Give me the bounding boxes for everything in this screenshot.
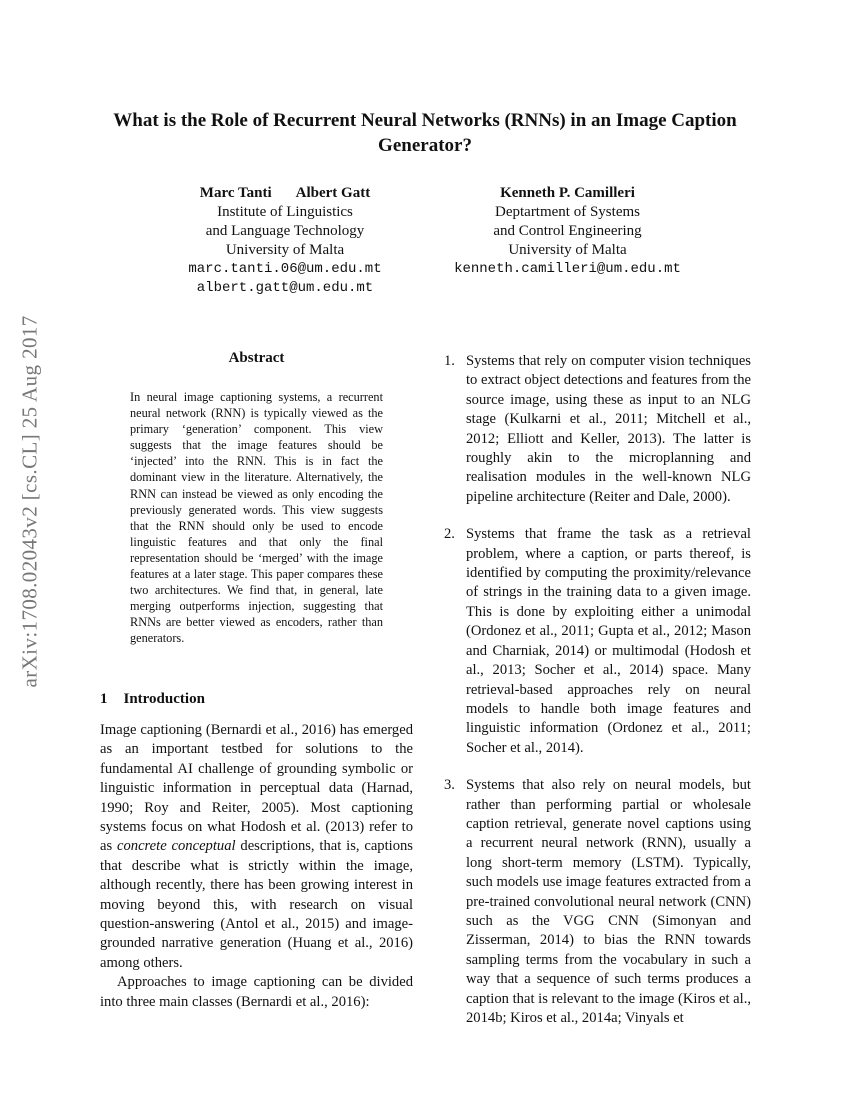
affiliation-line: Institute of Linguistics [217, 204, 353, 220]
list-item [444, 525, 751, 758]
authors-right [425, 184, 710, 279]
affiliation-line: University of Malta [508, 242, 627, 258]
intro-paragraph-1 [100, 721, 413, 973]
list-item-text: Systems that also rely on neural models, but rather than performing partial or wholesale caption retrieval, generate novel captions using a recurrent neural network (RNN), usually a long short-term memory (LSTM). Typically, such models use image features extracted from a pre-trained convolutional neural network (CNN) such as the VGG CNN (Simonyan and Zisserman, 2014) to bias the RNN towards sampling terms from the vocabulary in such a way that a sequence of such terms produces a caption that is relevant to the image (Kiros et al., 2014b; Kiros et al., 2014a; Vinyals et [466, 777, 751, 1026]
list-item-text: Systems that frame the task as a retrieval problem, where a caption, or parts thereof, is identified by computing the proximity/relevance of strings in the training data to a given image. This is done by exploiting either a unimodal (Ordonez et al., 2011; Gupta et al., 2012; Mason and Charniak, 2014) or multimodal (Hodosh et al., 2013; Socher et al., 2014) space. Many retrieval-based approaches rely on neural models to handle both image features and linguistic information (Ordonez et al., 2011; Socher et al., 2014). [466, 526, 751, 756]
section-title: Introduction [123, 691, 205, 707]
approaches-list [444, 352, 751, 1046]
affiliation-line: University of Malta [225, 242, 345, 258]
arxiv-stamp: arXiv:1708.02043v2 [cs.CL] 25 Aug 2017 [17, 315, 42, 688]
abstract-heading: Abstract [228, 350, 285, 366]
intro-p1-part-b: descriptions, that is, captions that describe what is strictly within the image, although recently, there has been growing interest in moving beyond this, with research on visual question-answering (Antol et al., 2015) and image-grounded narrative generation (Huang et al., 2016) among others. [100, 838, 413, 971]
intro-p1-part-a: Image captioning (Bernardi et al., 2016) has emerged as an important testbed for solutions to the fundamental AI challenge of grounding symbolic or linguistic information in perceptual data (Harnad, 1990; Roy and Reiter, 2005). Most captioning systems focus on what Hodosh et al. (2013) refer to as [100, 722, 413, 855]
list-item-number: 3. [444, 777, 455, 794]
email-gatt[interactable]: albert.gatt@um.edu.mt [196, 280, 374, 296]
author-names [160, 184, 410, 203]
intro-body [100, 721, 413, 1012]
author-name-tanti: Marc Tanti [199, 185, 272, 201]
author-name-gatt: Albert Gatt [295, 185, 371, 201]
affiliation-line: Deptartment of Systems [495, 204, 640, 220]
list-item [444, 352, 751, 507]
list-item [444, 776, 751, 1028]
affiliation-line: and Language Technology [205, 223, 365, 239]
email-tanti[interactable]: marc.tanti.06@um.edu.mt [188, 261, 382, 277]
list-item-number: 2. [444, 526, 455, 543]
list-item-number: 1. [444, 353, 455, 369]
authors-left [160, 184, 410, 298]
section-heading [100, 691, 221, 708]
list-item-text: Systems that rely on computer vision techniques to extract object detections and features from the source image, using these as input to an NLG stage (Kulkarni et al., 2011; Mitchell et al., 2012; Elliott and Keller, 2013). The latter is roughly akin to the microplanning and realisation modules in the well-known NLG pipeline architecture (Reiter and Dale, 2000). [466, 353, 751, 505]
author-name-camilleri: Kenneth P. Camilleri [500, 185, 635, 201]
intro-paragraph-2: Approaches to image captioning can be divided into three main classes (Bernardi et al., 2016): [100, 974, 413, 1010]
email-camilleri[interactable]: kenneth.camilleri@um.edu.mt [454, 261, 681, 277]
intro-p1-emphasis: concrete conceptual [117, 838, 236, 855]
paper-title: What is the Role of Recurrent Neural Networks (RNNs) in an Image Caption Generator? [113, 110, 737, 156]
affiliation-line: and Control Engineering [493, 223, 642, 239]
abstract-text: In neural image captioning systems, a recurrent neural network (RNN) is typically viewed as the primary ‘generation’ component. This view suggests that the image features should be ‘injected’ into the RNN. This is in fact the dominant view in the literature. Alternatively, the RNN can instead be viewed as only encoding the previously generated words. This view suggests that the RNN should only be used to encode linguistic features and that only the final representation should be ‘merged’ with the image features at a later stage. This paper compares these two architectures. We find that, in general, late merging outperforms injection, suggesting that RNNs are better viewed as encoders, rather than generators. [130, 390, 383, 646]
section-number: 1 [100, 691, 108, 707]
